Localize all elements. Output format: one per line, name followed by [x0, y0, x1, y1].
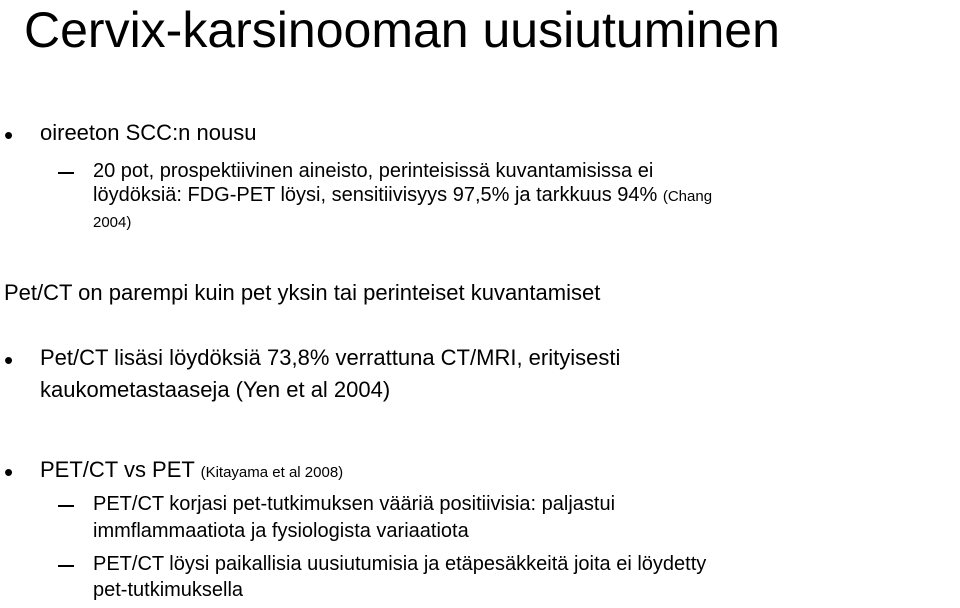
- citation: (Chang: [662, 188, 713, 205]
- sub-item-line-wrap: [93, 182, 712, 210]
- bullet-icon: •: [4, 345, 14, 375]
- bullet-text: Pet/CT lisäsi löydöksiä 73,8% verrattuna CT/MRI, erityisesti: [40, 345, 621, 370]
- slide-title: Cervix-karsinooman uusiutuminen: [24, 2, 780, 58]
- bullet-icon: •: [4, 120, 14, 150]
- dash-icon: [58, 172, 74, 174]
- sub-item-line: PET/CT korjasi pet-tutkimuksen vääriä positiivisia: paljastui: [93, 493, 616, 515]
- dash-icon: [58, 505, 74, 507]
- bullet-text: PET/CT vs PET: [40, 457, 195, 482]
- sub-item-line: löydöksiä: FDG-PET löysi, sensitiivisyys 97,5% ja tarkkuus 94%: [93, 184, 658, 206]
- sub-item-line: 20 pot, prospektiivinen aineisto, perinteisissä kuvantamisissa ei: [93, 160, 654, 182]
- sub-item-line: immflammaatiota ja fysiologista variaatiota: [93, 520, 469, 542]
- sub-item-line: pet-tutkimuksella: [93, 579, 244, 601]
- bullet-text: kaukometastaaseja (Yen et al 2004): [40, 377, 391, 402]
- citation: 2004): [93, 214, 132, 231]
- citation: (Kitayama et al 2008): [200, 464, 344, 481]
- bullet-text-wrap: [40, 455, 343, 488]
- dash-icon: [58, 565, 74, 567]
- bullet-text: oireeton SCC:n nousu: [40, 120, 257, 145]
- bullet-icon: •: [4, 457, 14, 487]
- statement-text: Pet/CT on parempi kuin pet yksin tai perinteiset kuvantamiset: [4, 280, 601, 305]
- sub-item-line: PET/CT löysi paikallisia uusiutumisia ja etäpesäkkeitä joita ei löydetty: [93, 553, 707, 575]
